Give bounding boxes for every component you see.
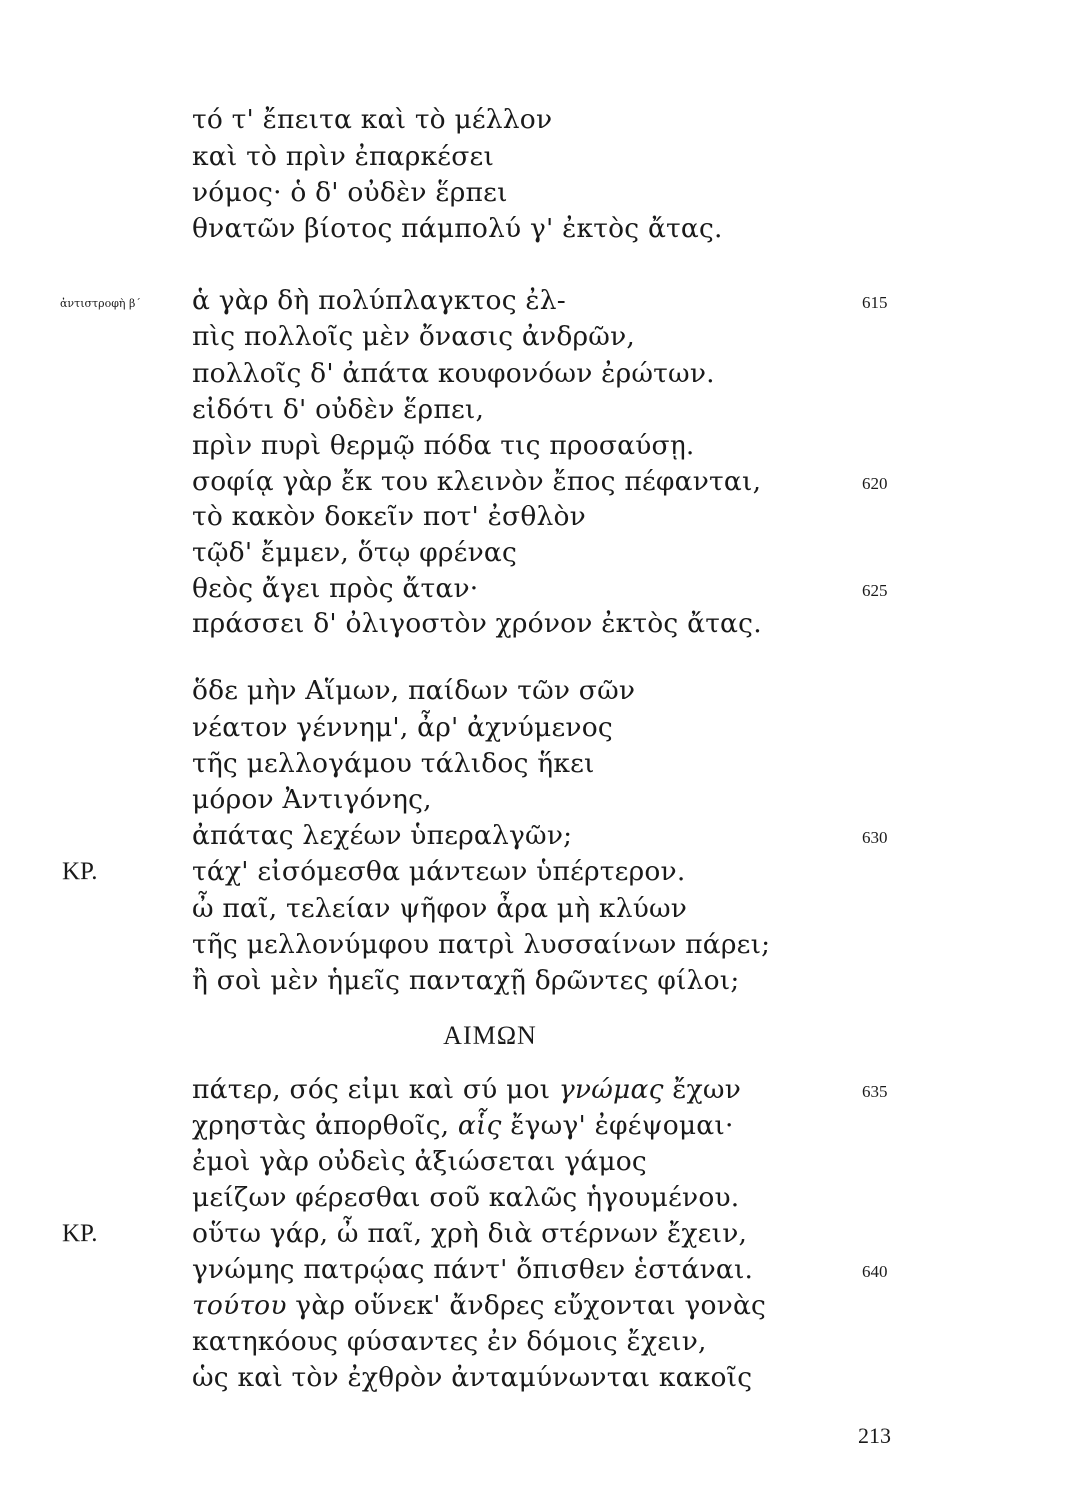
verse-line: θεὸς ἄγει πρὸς ἄταν· bbox=[192, 573, 479, 604]
verse-line bbox=[192, 1288, 766, 1324]
verse-segment: πάτερ, σός εἰμι καὶ σύ μοι bbox=[192, 1074, 559, 1105]
verse-line: ὡς καὶ τὸν ἐχθρὸν ἀνταμύνωνται κακοῖς bbox=[192, 1362, 753, 1393]
verse-segment: ἔγωγ' ἐφέψομαι· bbox=[501, 1110, 734, 1141]
verse-line: ἁ γὰρ δὴ πολύπλαγκτος ἐλ- bbox=[192, 285, 566, 316]
verse-line: τῷδ' ἔμμεν, ὅτῳ φρένας bbox=[192, 537, 518, 568]
verse-line: γνώμης πατρῴας πάντ' ὄπισθεν ἑστάναι. bbox=[192, 1254, 754, 1285]
verse-line: τό τ' ἔπειτα καὶ τὸ μέλλον bbox=[192, 104, 553, 135]
verse-line: οὕτω γάρ, ὦ παῖ, χρὴ διὰ στέρνων ἔχειν, bbox=[192, 1218, 748, 1249]
speaker-heading: ΑΙΜΩΝ bbox=[443, 1021, 537, 1050]
line-number: 625 bbox=[862, 581, 888, 600]
line-number: 630 bbox=[862, 828, 888, 847]
verse-line: καὶ τὸ πρὶν ἐπαρκέσει bbox=[192, 141, 495, 172]
verse-line: ὦ παῖ, τελείαν ψῆφον ἆρα μὴ κλύων bbox=[192, 893, 688, 924]
verse-line: εἰδότι δ' οὐδὲν ἕρπει, bbox=[192, 394, 485, 425]
verse-line: πρὶν πυρὶ θερμῷ πόδα τις προσαύσῃ. bbox=[192, 430, 695, 461]
verse-line: πὶς πολλοῖς μὲν ὄνασις ἀνδρῶν, bbox=[192, 321, 636, 352]
verse-line: ἢ σοὶ μὲν ἡμεῖς πανταχῇ δρῶντες φίλοι; bbox=[192, 965, 740, 996]
verse-line: κατηκόους φύσαντες ἐν δόμοις ἔχειν, bbox=[192, 1326, 707, 1357]
verse-line: θνατῶν βίοτος πάμπολύ γ' ἐκτὸς ἄτας. bbox=[192, 213, 723, 244]
line-number: 640 bbox=[862, 1262, 888, 1281]
verse-segment: χρηστὰς ἀπορθοῖς, bbox=[192, 1110, 458, 1141]
verse-line: σοφίᾳ γὰρ ἔκ του κλεινὸν ἔπος πέφανται, bbox=[192, 466, 762, 497]
verse-line bbox=[192, 1072, 741, 1108]
verse-line: τάχ' εἰσόμεσθα μάντεων ὑπέρτερον. bbox=[192, 856, 686, 887]
verse-line: νέατον γέννημ', ἆρ' ἀχνύμενος bbox=[192, 712, 613, 743]
verse-segment: γὰρ οὕνεκ' ἄνδρες εὔχονται γονὰς bbox=[286, 1290, 767, 1321]
italic-word: τούτου bbox=[192, 1290, 287, 1321]
verse-line: ὅδε μὴν Αἵμων, παίδων τῶν σῶν bbox=[192, 675, 636, 706]
line-number: 635 bbox=[862, 1082, 888, 1101]
verse-line: πολλοῖς δ' ἀπάτα κουφονόων ἐρώτων. bbox=[192, 358, 715, 389]
verse-line: τὸ κακὸν δοκεῖν ποτ' ἐσθλὸν bbox=[192, 501, 586, 532]
speaker-label: ΚΡ. bbox=[62, 858, 98, 885]
verse-line: πράσσει δ' ὀλιγοστὸν χρόνον ἐκτὸς ἄτας. bbox=[192, 608, 762, 639]
verse-line: μόρον Ἀντιγόνης, bbox=[192, 784, 432, 815]
verse-line: ἐμοὶ γὰρ οὐδεὶς ἀξιώσεται γάμος bbox=[192, 1146, 647, 1177]
verse-line: τῆς μελλονύμφου πατρὶ λυσσαίνων πάρει; bbox=[192, 929, 771, 960]
page-number: 213 bbox=[858, 1423, 891, 1448]
verse-line: ἀπάτας λεχέων ὑπεραλγῶν; bbox=[192, 820, 573, 851]
verse-line bbox=[192, 1108, 734, 1144]
verse-line: τῆς μελλογάμου τάλιδος ἥκει bbox=[192, 748, 595, 779]
verse-line: νόμος· ὁ δ' οὐδὲν ἕρπει bbox=[192, 177, 508, 208]
italic-word: αἷς bbox=[457, 1110, 502, 1141]
antistrophe-marker: ἀντιστροφὴ β΄ bbox=[60, 297, 141, 310]
verse-line: μείζων φέρεσθαι σοῦ καλῶς ἡγουμένου. bbox=[192, 1182, 740, 1213]
speaker-label: ΚΡ. bbox=[62, 1220, 98, 1247]
line-number: 620 bbox=[862, 474, 888, 493]
line-number: 615 bbox=[862, 293, 888, 312]
verse-segment: ἔχων bbox=[663, 1074, 742, 1105]
italic-word: γνώμας bbox=[558, 1074, 664, 1105]
